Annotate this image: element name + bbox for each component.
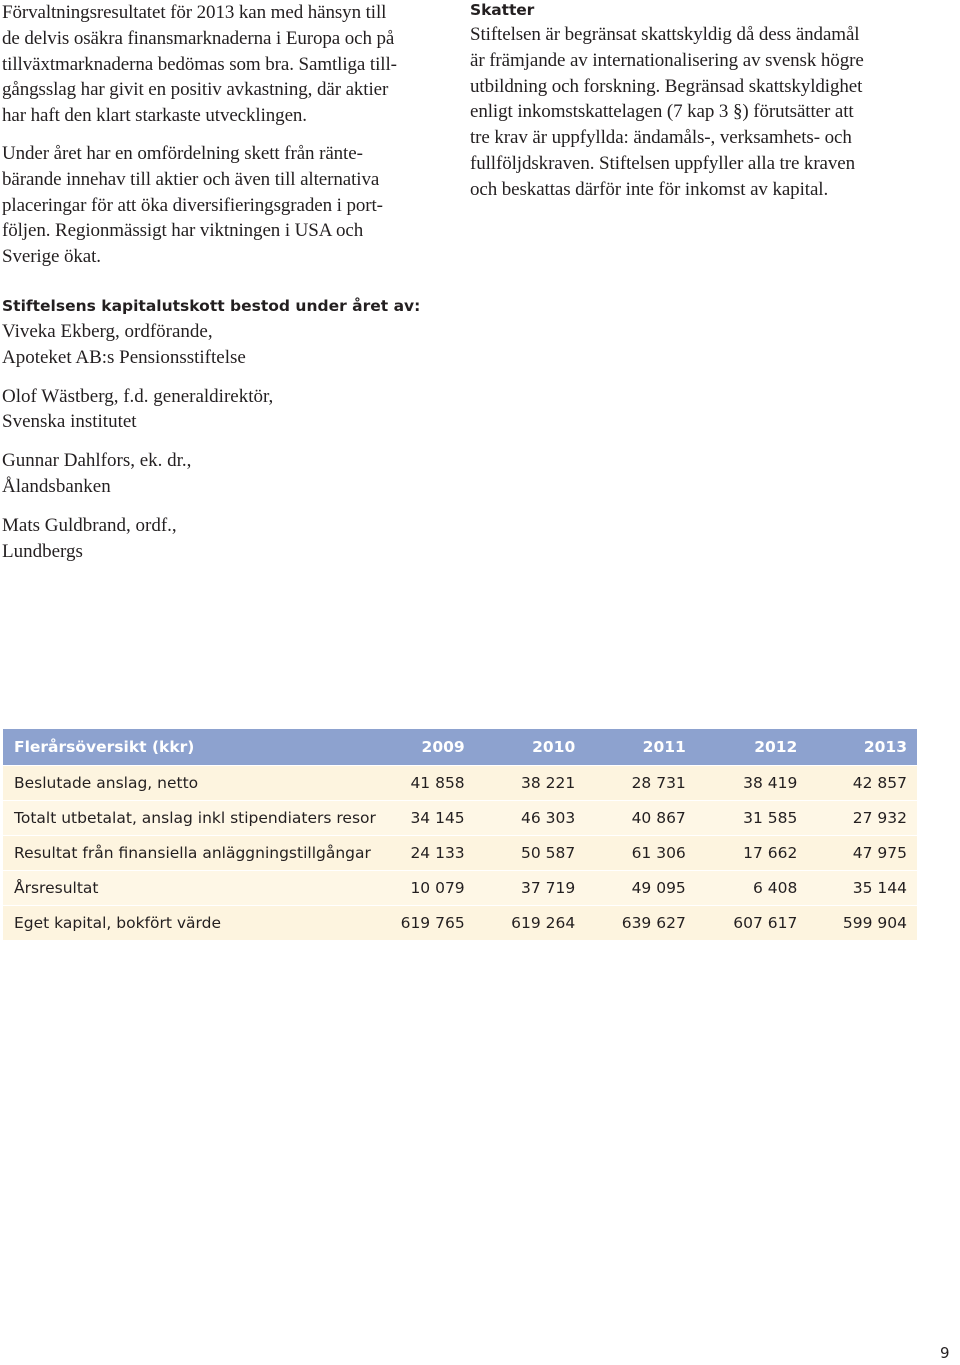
table-row (3, 871, 917, 906)
cell-value: 31 585 (743, 809, 798, 827)
member-name: Gunnar Dahlfors, ek. dr., (2, 450, 192, 472)
row-label: Totalt utbetalat, anslag inkl stipendiaters resor (14, 809, 376, 827)
row-label: Årsresultat (14, 879, 99, 897)
year-header: 2012 (754, 738, 798, 756)
member-affiliation: Lundbergs (2, 540, 83, 562)
table-row (3, 801, 917, 836)
tax-paragraph (470, 22, 940, 203)
member-name: Olof Wästberg, f.d. generaldirektör, (2, 385, 274, 407)
text-line: bärande innehav till aktier och även till alternativa (2, 168, 380, 190)
cell-value: 27 932 (852, 809, 907, 827)
cell-value: 17 662 (743, 844, 798, 862)
cell-value: 34 145 (410, 809, 465, 827)
text-line: och beskattas därför inte för inkomst av kapital. (470, 178, 829, 200)
table-row (3, 906, 917, 941)
cell-value: 38 221 (521, 774, 576, 792)
table-title: Flerårsöversikt (kkr) (14, 738, 195, 756)
cell-value: 599 904 (842, 914, 907, 932)
cell-value: 35 144 (852, 879, 907, 897)
year-header: 2010 (532, 738, 576, 756)
cell-value: 607 617 (733, 914, 798, 932)
reallocation-paragraph (2, 141, 447, 270)
year-header: 2011 (642, 738, 686, 756)
cell-value: 38 419 (743, 774, 798, 792)
table-row (3, 766, 917, 801)
year-header: 2013 (863, 738, 907, 756)
committee-member (2, 319, 562, 371)
row-label: Eget kapital, bokfört värde (14, 914, 222, 932)
cell-value: 37 719 (521, 879, 576, 897)
member-name: Viveka Ekberg, ordförande, (2, 321, 213, 342)
text-line: har haft den klart starkaste utvecklingen. (2, 105, 307, 127)
committee-heading: Stiftelsens kapitalutskott bestod under året av: (2, 297, 421, 315)
text-line: Stiftelsen är begränsat skattskyldig då dess ändamål (470, 24, 860, 45)
member-affiliation: Ålandsbanken (2, 475, 111, 497)
text-line: utbildning och forskning. Begränsad skattskyldighet (470, 75, 863, 97)
text-line: de delvis osäkra finansmarknaderna i Europa och på (2, 27, 395, 49)
cell-value: 41 858 (410, 774, 465, 792)
table-row (3, 836, 917, 871)
committee-member (2, 448, 562, 500)
text-line: fullföljdskraven. Stiftelsen uppfyller alla tre kraven (470, 152, 856, 174)
cell-value: 10 079 (410, 879, 465, 897)
cell-value: 42 857 (852, 774, 907, 792)
table-header-row (3, 729, 917, 766)
member-affiliation: Svenska institutet (2, 411, 137, 433)
text-line: Under året har en omfördelning skett från ränte- (2, 142, 363, 164)
text-line: Sverige ökat. (2, 246, 101, 268)
text-line: är främjande av internationalisering av svensk högre (470, 49, 864, 71)
member-affiliation: Apoteket AB:s Pensionsstiftelse (2, 346, 246, 368)
cell-value: 50 587 (521, 844, 576, 862)
member-name: Mats Guldbrand, ordf., (2, 514, 177, 536)
cell-value: 639 627 (621, 914, 686, 932)
text-line: enligt inkomstskattelagen (7 kap 3 §) förutsätter att (470, 101, 854, 123)
cell-value: 6 408 (752, 879, 798, 897)
results-paragraph (2, 0, 447, 129)
cell-value: 619 264 (511, 914, 576, 932)
page-number: 9 (940, 1344, 950, 1362)
committee-section (2, 296, 562, 577)
year-header: 2009 (421, 738, 465, 756)
tax-heading: Skatter (470, 1, 535, 19)
left-column (2, 0, 447, 282)
right-column (470, 0, 940, 203)
cell-value: 40 867 (631, 809, 686, 827)
cell-value: 28 731 (631, 774, 686, 792)
multi-year-overview-table (3, 729, 917, 940)
text-line: tre krav är uppfyllda: ändamåls-, verksamhets- och (470, 127, 852, 149)
cell-value: 24 133 (410, 844, 465, 862)
committee-member (2, 513, 562, 565)
text-line: tillväxtmarknaderna bedömas som bra. Samtliga till- (2, 53, 397, 75)
cell-value: 619 765 (400, 914, 465, 932)
cell-value: 47 975 (852, 844, 907, 862)
text-line: följen. Regionmässigt har viktningen i USA och (2, 220, 364, 242)
cell-value: 61 306 (631, 844, 686, 862)
text-line: gångsslag har givit en positiv avkastning, där aktier (2, 79, 389, 101)
text-line: placeringar för att öka diversifieringsgraden i port- (2, 194, 383, 216)
cell-value: 46 303 (521, 809, 576, 827)
committee-member (2, 384, 562, 436)
cell-value: 49 095 (631, 879, 686, 897)
text-line: Förvaltningsresultatet för 2013 kan med hänsyn till (2, 2, 387, 23)
row-label: Beslutade anslag, netto (14, 774, 199, 792)
row-label: Resultat från finansiella anläggningstillgångar (14, 844, 371, 862)
